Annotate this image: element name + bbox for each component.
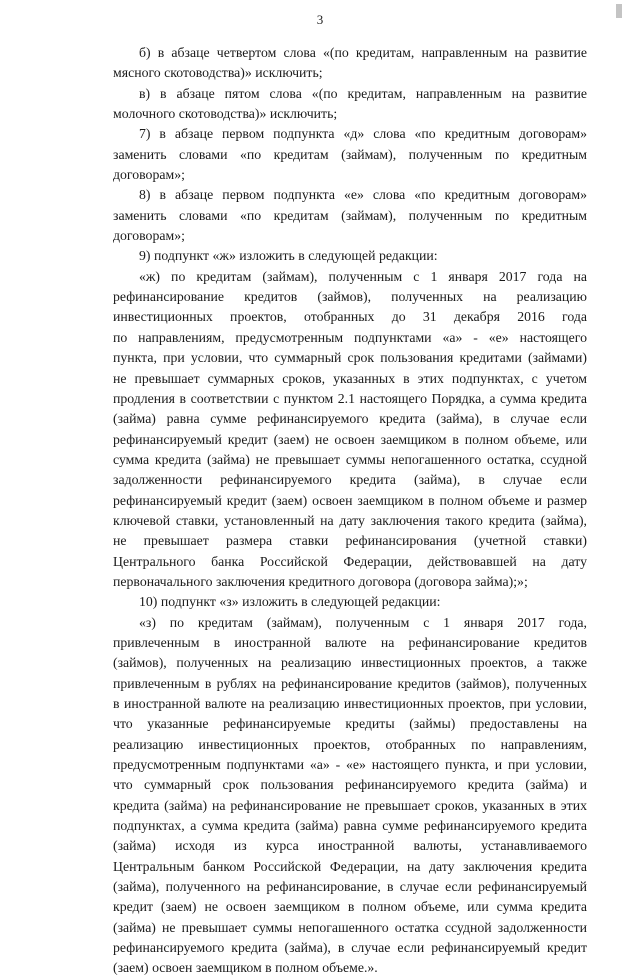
text-line: не превышает суммарных сроков, указанных в этих подпунктах, с учетом — [113, 370, 587, 386]
text-line: задолженности рефинансируемого кредита (займа), в случае если — [113, 472, 587, 488]
text-line: инвестиционных проектов, отобранных до 31 декабря 2016 года — [113, 309, 587, 325]
text-line: заменить словами «по кредитам (займам), полученным по кредитным — [113, 146, 587, 162]
text-line: молочного скотоводства)» исключить; — [113, 106, 338, 122]
text-line: рефинансируемый кредит (заем) освоен заемщиком в полном объеме и размер — [113, 492, 587, 508]
text-line: договорам»; — [113, 167, 185, 183]
text-line: заменить словами «по кредитам (займам), полученным по кредитным — [113, 207, 587, 223]
text-line: рефинансирование кредитов (займов), полученных на реализацию — [113, 289, 587, 305]
text-line: (заем) освоен заемщиком в полном объеме.». — [113, 960, 378, 976]
text-line: реализацию инвестиционных проектов, отобранных по направлениям, — [113, 736, 587, 752]
text-line: б) в абзаце четвертом слова «(по кредитам, направленным на развитие — [139, 45, 587, 60]
text-line: Центрального банка Российской Федерации, действовавшей на дату — [113, 553, 587, 569]
text-line: 8) в абзаце первом подпункта «е» слова «по кредитным договорам» — [139, 187, 587, 203]
text-line: рефинансируемый кредит (заем) не освоен заемщиком в полном объеме, или — [113, 431, 587, 447]
text-line: 9) подпункт «ж» изложить в следующей редакции: — [139, 248, 438, 264]
text-line: (займа) исходя из курса иностранной валюты, устанавливаемого — [113, 838, 587, 854]
text-line: что указанные рефинансируемые кредиты (займы) предоставлены на — [113, 716, 587, 732]
text-line: «ж) по кредитам (займам), полученным с 1 января 2017 года на — [139, 268, 587, 284]
text-line: 7) в абзаце первом подпункта «д» слова «по кредитным договорам» — [139, 126, 587, 142]
text-line: рефинансируемого кредита (займа), в случае если рефинансируемый кредит — [113, 940, 587, 956]
text-line: в) в абзаце пятом слова «(по кредитам, направленным на развитие — [139, 85, 587, 101]
text-line: (займа), полученного на рефинансирование, в случае если рефинансируемый — [113, 879, 587, 895]
text-line: привлеченным в иностранной валюте на рефинансирование кредитов — [113, 634, 587, 650]
text-line: подпунктах, а сумма кредита (займа) равна сумме рефинансируемого кредита — [113, 818, 587, 834]
text-line: мясного скотоводства)» исключить; — [113, 65, 323, 81]
text-line: предусмотренным подпунктами «а» - «е» настоящего пункта, и при условии, — [113, 757, 587, 773]
text-line: привлеченным в рублях на рефинансирование кредитов (займов), полученных — [113, 675, 587, 691]
text-line: что суммарный срок пользования рефинансируемого кредита (займа) и — [113, 777, 587, 793]
text-line: «з) по кредитам (займам), полученным с 1 января 2017 года, — [139, 614, 587, 630]
text-line: ключевой ставки, установленный на дату заключения такого кредита (займа), — [113, 512, 587, 528]
text-line: первоначального заключения кредитного договора (договора займа);»; — [113, 573, 528, 589]
document-body — [113, 43, 587, 979]
text-line: кредита (займа) на рефинансирование не превышает сроков, указанных в этих — [113, 797, 587, 813]
text-line: продления в соответствии с пунктом 2.1 настоящего Порядка, а сумма кредита — [113, 390, 587, 406]
text-line: (займов), полученных на реализацию инвестиционных проектов, а также — [113, 655, 587, 671]
text-line: сумма кредита (займа) не превышает суммы непогашенного остатка, ссудной — [113, 451, 587, 467]
text-line: (займа) не превышает суммы непогашенного остатка ссудной задолженности — [113, 919, 587, 935]
text-line: в иностранной валюте на реализацию инвестиционных проектов, при условии, — [113, 696, 587, 711]
text-line: пункта, при условии, что суммарный срок пользования кредитами (займами) — [113, 350, 587, 366]
text-line: Центральным банком Российской Федерации, на дату заключения кредита — [113, 858, 587, 874]
text-line: (займа) равна сумме рефинансируемого кредита (займа), в случае если — [113, 411, 587, 427]
text-line: по направлениям, предусмотренным подпунктами «а» - «е» настоящего — [113, 329, 587, 345]
text-line: не превышает размера ставки рефинансирования (учетной ставки) — [113, 533, 587, 549]
page-number: 3 — [316, 12, 324, 27]
text-line: кредит (заем) не освоен заемщиком в полном объеме, или сумма кредита — [113, 899, 587, 915]
text-line: 10) подпункт «з» изложить в следующей редакции: — [139, 594, 441, 610]
text-line: договорам»; — [113, 228, 185, 244]
